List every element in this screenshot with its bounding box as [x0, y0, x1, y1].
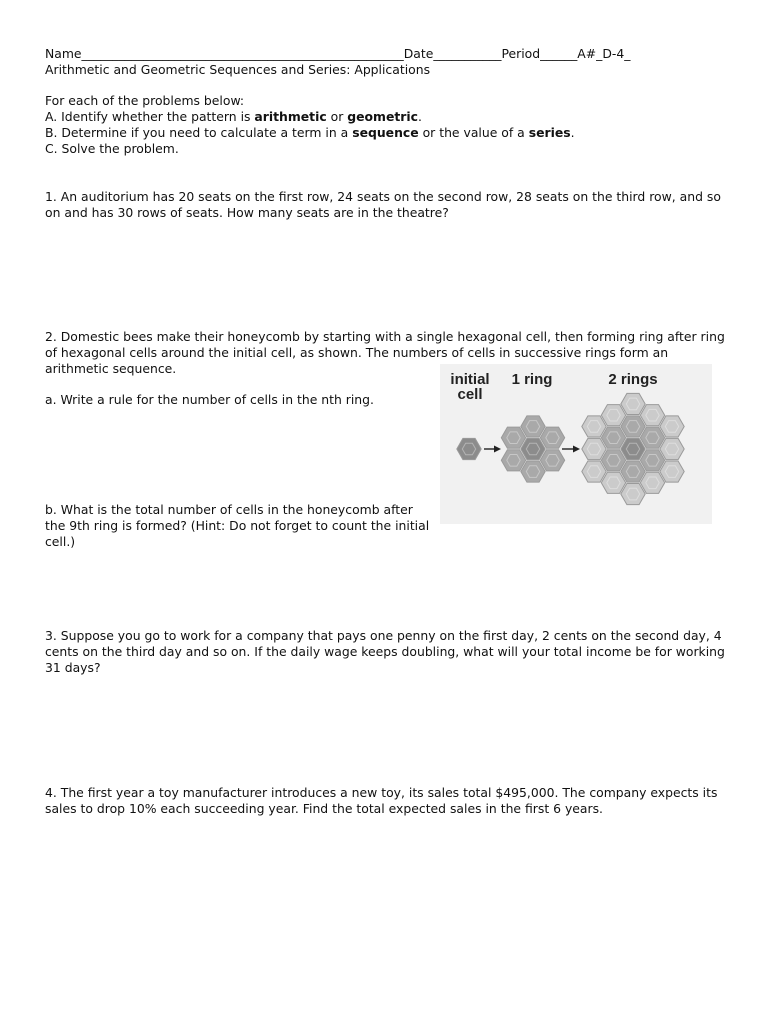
problem-2a: a. Write a rule for the number of cells in the nth ring. — [45, 392, 374, 407]
label-1-ring: 1 ring — [511, 371, 553, 388]
problem-4: 4. The first year a toy manufacturer introduces a new toy, its sales total $495,000. The company expects its sales to drop 10% each succeeding year. Find the total expected sales in the first 6 years. — [45, 785, 718, 816]
instruction-b-bold-sequence: sequence — [352, 125, 419, 140]
instruction-a-end: . — [418, 109, 422, 124]
worksheet-title: Arithmetic and Geometric Sequences and Series: Applications — [45, 62, 431, 77]
name-date-period-line: Name____________________________________________________Date___________Period______A#_D-4_ — [45, 46, 631, 61]
instruction-c: C. Solve the problem. — [45, 141, 179, 156]
problem-1: 1. An auditorium has 20 seats on the first row, 24 seats on the second row, 28 seats on the third row, and so on and has 30 rows of seats. How many seats are in the theatre? — [45, 189, 721, 220]
problem-2: 2. Domestic bees make their honeycomb by starting with a single hexagonal cell, then forming ring after ring of hexagonal cells around the initial cell, as shown. The numbers of cells in successive rings form an arithmetic sequence. — [45, 329, 725, 376]
label-initial: initial — [450, 371, 490, 388]
instruction-a-bold-arithmetic: arithmetic — [254, 109, 327, 124]
problem-3: 3. Suppose you go to work for a company that pays one penny on the first day, 2 cents on the second day, 4 cents on the third day and so on. If the daily wage keeps doubling, what will your total income be for working 31 days? — [45, 628, 725, 675]
honeycomb-figure — [440, 364, 712, 524]
instruction-a-text: A. Identify whether the pattern is — [45, 109, 255, 124]
label-2-rings: 2 rings — [608, 371, 658, 388]
instruction-b-bold-series: series — [528, 125, 571, 140]
instruction-b-end: . — [570, 125, 575, 140]
instruction-a — [45, 109, 422, 125]
instruction-a-mid: or — [326, 109, 348, 124]
instruction-a-bold-geometric: geometric — [347, 109, 418, 124]
instruction-b-text: B. Determine if you need to calculate a term in a — [45, 125, 353, 140]
problem-2b: b. What is the total number of cells in the honeycomb after the 9th ring is formed? (Hint: Do not forget to count the initial cell.) — [45, 502, 430, 549]
instructions-intro: For each of the problems below: — [45, 93, 245, 108]
instruction-b — [45, 125, 575, 141]
instruction-b-mid: or the value of a — [418, 125, 529, 140]
label-cell: cell — [457, 386, 483, 403]
